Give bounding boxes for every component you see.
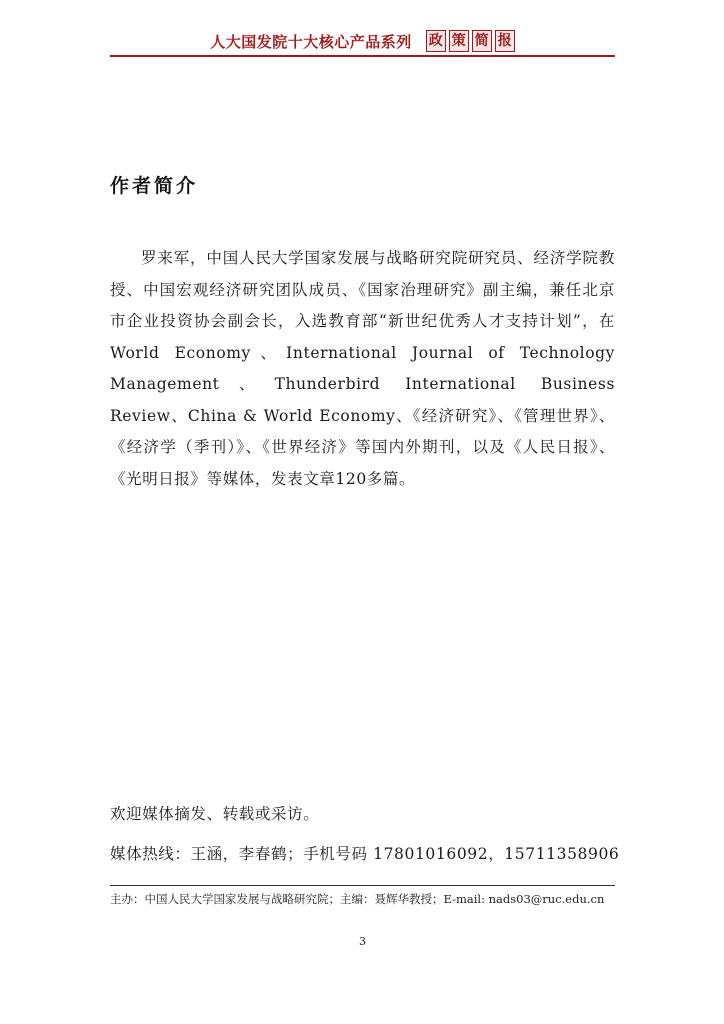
badge-zheng: 政 — [426, 30, 446, 52]
welcome-note: 欢迎媒体摘发、转载或采访。 — [110, 805, 320, 823]
section-title: 作者简介 — [110, 175, 199, 197]
media-notes — [110, 794, 620, 874]
page-number: 3 — [359, 935, 366, 948]
badge-bao: 报 — [495, 30, 515, 52]
footer-info: 主办：中国人民大学国家发展与战略研究院；主编：聂辉华教授；E-mail: nads03@ruc.edu.cn — [110, 892, 605, 906]
footer-divider — [110, 885, 615, 886]
badge-jian: 简 — [472, 30, 492, 52]
header-divider — [110, 55, 615, 57]
series-title: 人大国发院十大核心产品系列 — [210, 32, 412, 51]
page-header — [110, 26, 615, 56]
author-bio-paragraph: 罗来军，中国人民大学国家发展与战略研究院研究员、经济学院教授、中国宏观经济研究团队成员、《国家治理研究》副主编，兼任北京市企业投资协会副会长，入选教育部“新世纪优秀人才支持计划”，在World Economy、International Journal of Technology Management、Thunderbird International Business Review、China & World Economy、《经济研究》、《管理世界》、《经济学（季刊）》、《世界经济》等国内外期刊，以及《人民日报》、《光明日报》等媒体，发表文章120多篇。 — [110, 249, 615, 488]
media-hotline: 媒体热线：王涵，李春鹤；手机号码 17801016092，15711358906 — [110, 845, 620, 863]
policy-brief-badges — [426, 30, 515, 52]
badge-ce: 策 — [449, 30, 469, 52]
